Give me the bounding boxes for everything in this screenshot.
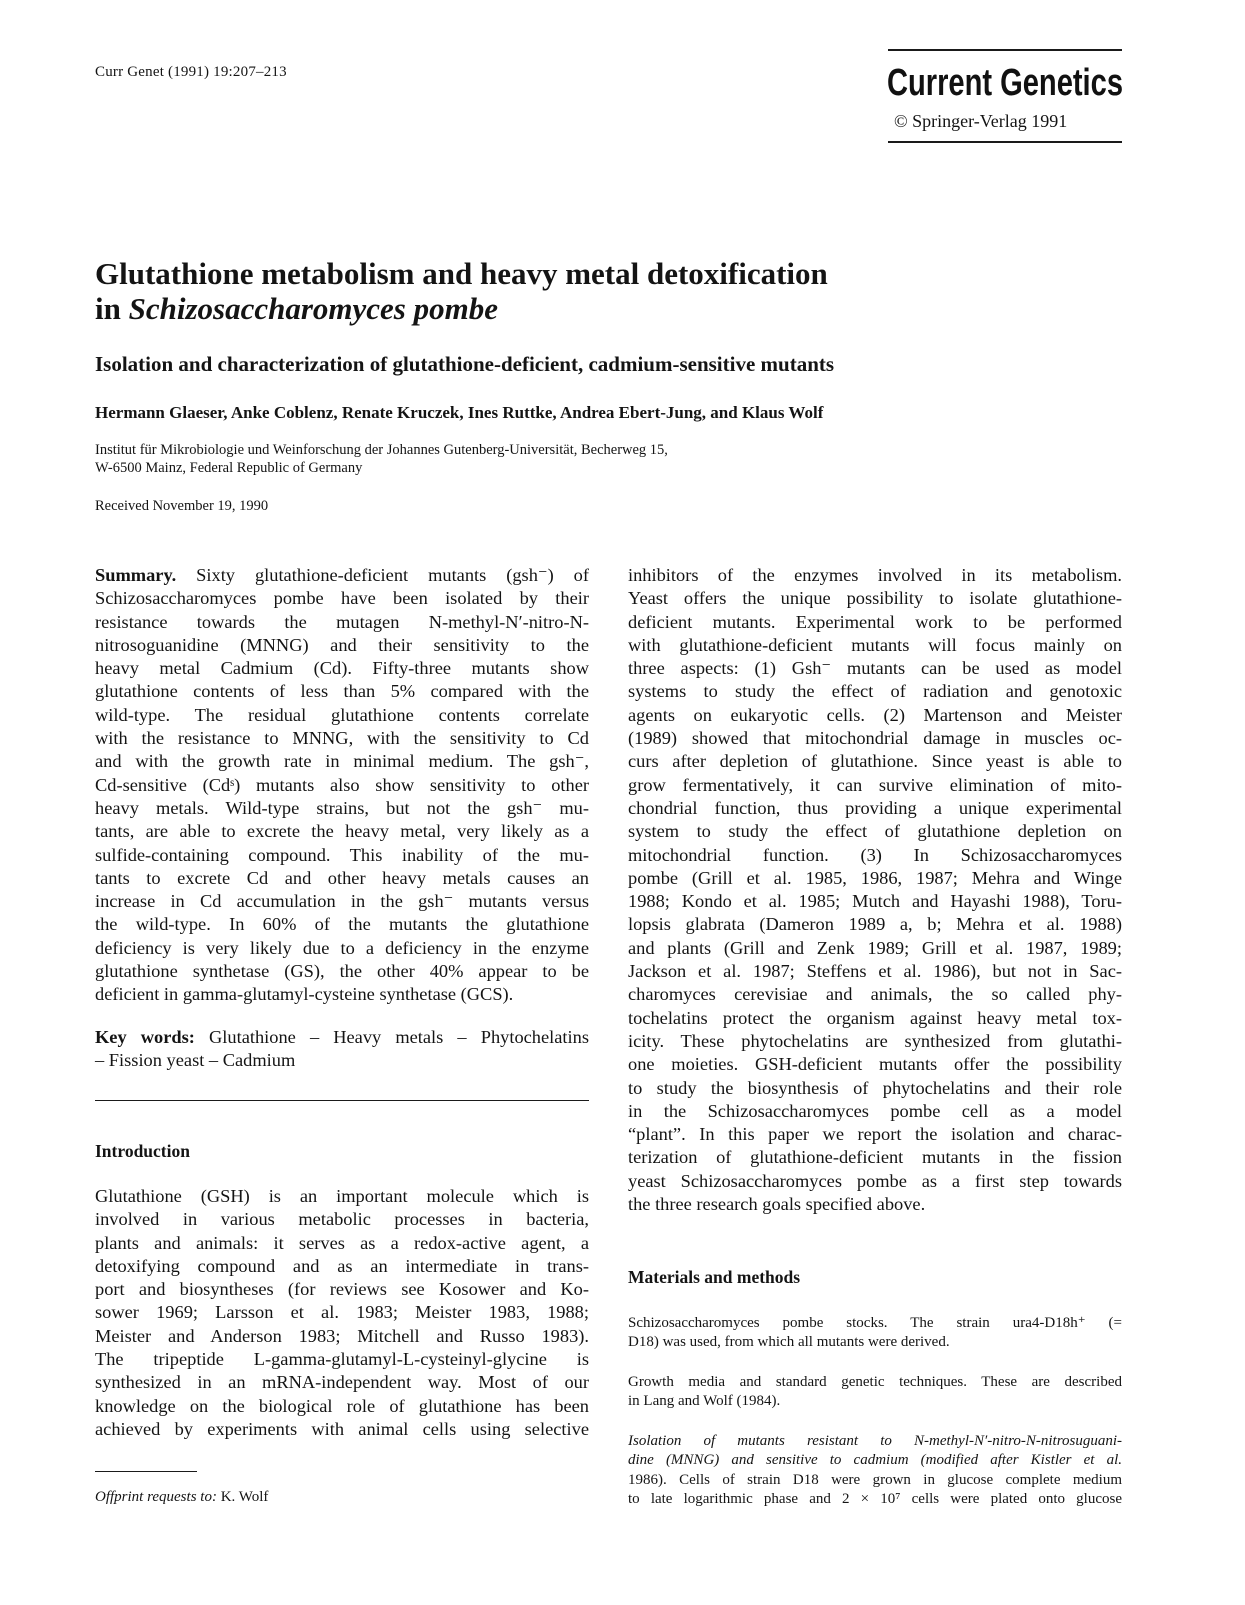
footnote-label: Offprint requests to: xyxy=(95,1489,217,1505)
article-subtitle: Isolation and characterization of glutathione-deficient, cadmium-sensitive mutants xyxy=(95,352,835,376)
affiliation-line-2: W-6500 Mainz, Federal Republic of Germany xyxy=(95,460,363,476)
title-line-1: Glutathione metabolism and heavy metal detoxification xyxy=(95,256,828,291)
summary-line: tants to excrete Cd and other heavy metals causes an xyxy=(95,867,589,888)
col2-line: systems to study the effect of radiation and genotoxic xyxy=(628,681,1122,702)
col2-line: in the Schizosaccharomyces pombe cell as a model xyxy=(628,1100,1122,1121)
footnote-name: K. Wolf xyxy=(216,1489,269,1505)
methods-line: Growth media and standard genetic techniques. These are described xyxy=(628,1374,1122,1390)
article-title xyxy=(95,256,1095,326)
methods-line: dine (MNNG) and sensitive to cadmium (modified after Kistler et al. xyxy=(628,1452,1122,1469)
summary-paragraph xyxy=(95,564,589,1007)
intro-line: plants and animals: it serves as a redox-active agent, a xyxy=(95,1232,589,1253)
summary-line: tants, are able to excrete the heavy metal, very likely as a xyxy=(95,821,589,842)
summary-line: and with the growth rate in minimal medium. The gsh⁻, xyxy=(95,751,589,772)
summary-label: Summary. xyxy=(95,565,177,585)
summary-line: Cd-sensitive (Cdˢ) mutants also show sensitivity to other xyxy=(95,774,589,795)
col2-line: the three research goals specified above. xyxy=(628,1194,926,1215)
col2-line: (1989) showed that mitochondrial damage in muscles oc- xyxy=(628,728,1122,749)
col2-line: chondrial function, thus providing a unique experimental xyxy=(628,797,1122,818)
col2-line: icity. These phytochelatins are synthesized from glutathi- xyxy=(628,1030,1122,1051)
journal-name: Current Genetics xyxy=(887,62,1123,104)
col2-line: yeast Schizosaccharomyces pombe as a first step towards xyxy=(628,1170,1122,1191)
methods-isolation-paragraph xyxy=(628,1432,1122,1509)
journal-logo xyxy=(880,58,1124,104)
summary-line: deficient in gamma-glutamyl-cysteine synthetase (GCS). xyxy=(95,984,514,1005)
methods-line: D18) was used, from which all mutants were derived. xyxy=(628,1334,950,1351)
col2-line: 1988; Kondo et al. 1985; Mutch and Hayashi 1988), Toru- xyxy=(628,891,1122,912)
intro-line: achieved by experiments with animal cells using selective xyxy=(95,1418,589,1439)
col2-line: and plants (Grill and Zenk 1989; Grill et al. 1987, 1989; xyxy=(628,937,1122,958)
summary-line: wild-type. The residual glutathione contents correlate xyxy=(95,704,589,725)
col2-line: three aspects: (1) Gsh⁻ mutants can be used as model xyxy=(628,658,1122,679)
intro-line: synthesized in an mRNA-independent way. Most of our xyxy=(95,1372,589,1393)
col2-line: terization of glutathione-deficient mutants in the fission xyxy=(628,1147,1122,1168)
col2-line: grow fermentatively, it can survive elimination of mito- xyxy=(628,774,1122,795)
col2-line: pombe (Grill et al. 1985, 1986, 1987; Mehra and Winge xyxy=(628,867,1122,888)
col2-line: agents on eukaryotic cells. (2) Martenson and Meister xyxy=(628,704,1122,725)
keywords-label: Key words: xyxy=(95,1027,195,1047)
intro-line: Glutathione (GSH) is an important molecule which is xyxy=(95,1186,589,1206)
journal-citation: Curr Genet (1991) 19:207–213 xyxy=(95,64,287,80)
methods-media-paragraph xyxy=(628,1373,1122,1412)
intro-line: involved in various metabolic processes in bacteria, xyxy=(95,1209,589,1230)
author-list: Hermann Glaeser, Anke Coblenz, Renate Kruczek, Ines Ruttke, Andrea Ebert-Jung, and Klaus Wolf xyxy=(95,403,824,422)
summary-line: Sixty glutathione-deficient mutants (gsh⁻) of xyxy=(176,565,589,585)
intro-line: knowledge on the biological role of glutathione has been xyxy=(95,1395,589,1416)
affiliation-line-1: Institut für Mikrobiologie und Weinforschung der Johannes Gutenberg-Universität, Becherweg 15, xyxy=(95,442,668,458)
keywords-paragraph xyxy=(95,1026,589,1073)
summary-line: Schizosaccharomyces pombe have been isolated by their xyxy=(95,588,589,609)
summary-line: with the resistance to MNNG, with the sensitivity to Cd xyxy=(95,728,589,749)
introduction-continued xyxy=(628,564,1122,1216)
col2-line: with glutathione-deficient mutants will focus mainly on xyxy=(628,634,1122,655)
section-divider xyxy=(95,1100,589,1101)
col2-line: charomyces cerevisiae and animals, the so called phy- xyxy=(628,984,1122,1005)
intro-line: detoxifying compound and as an intermediate in trans- xyxy=(95,1255,589,1276)
summary-line: the wild-type. In 60% of the mutants the glutathione xyxy=(95,914,589,935)
summary-line: resistance towards the mutagen N-methyl-N′-nitro-N- xyxy=(95,611,589,632)
summary-line: sulfide-containing compound. This inability of the mu- xyxy=(95,844,589,865)
summary-line: nitrosoguanidine (MNNG) and their sensitivity to the xyxy=(95,634,589,655)
col2-line: to study the biosynthesis of phytochelatins and their role xyxy=(628,1077,1122,1098)
col2-line: one moieties. GSH-deficient mutants offer the possibility xyxy=(628,1054,1122,1075)
footnote-rule xyxy=(95,1471,197,1472)
header-rule-top xyxy=(888,49,1122,51)
header-rule-bottom xyxy=(888,141,1122,143)
offprint-footnote xyxy=(95,1489,268,1506)
summary-line: heavy metal Cadmium (Cd). Fifty-three mutants show xyxy=(95,658,589,679)
keywords-line: – Fission yeast – Cadmium xyxy=(95,1050,296,1071)
summary-line: increase in Cd accumulation in the gsh⁻ mutants versus xyxy=(95,891,589,912)
methods-heading: Materials and methods xyxy=(628,1267,801,1287)
intro-line: port and biosyntheses (for reviews see Kosower and Ko- xyxy=(95,1279,589,1300)
methods-line: in Lang and Wolf (1984). xyxy=(628,1393,781,1410)
methods-line: to late logarithmic phase and 2 × 10⁷ cells were plated onto glucose xyxy=(628,1490,1122,1507)
col2-line: Yeast offers the unique possibility to isolate glutathione- xyxy=(628,588,1122,609)
intro-line: Meister and Anderson 1983; Mitchell and Russo 1983). xyxy=(95,1325,589,1346)
title-line-2-prefix: in xyxy=(95,291,129,326)
copyright-notice: © Springer-Verlag 1991 xyxy=(894,111,1068,131)
methods-line: Schizosaccharomyces pombe stocks. The strain ura4-D18h⁺ (= xyxy=(628,1315,1122,1331)
col2-line: curs after depletion of glutathione. Since yeast is able to xyxy=(628,751,1122,772)
intro-line: The tripeptide L-gamma-glutamyl-L-cysteinyl-glycine is xyxy=(95,1349,589,1370)
col2-line: Jackson et al. 1987; Steffens et al. 1986), but not in Sac- xyxy=(628,961,1122,982)
col2-line: mitochondrial function. (3) In Schizosaccharomyces xyxy=(628,844,1122,865)
title-species: Schizosaccharomyces pombe xyxy=(128,291,498,326)
summary-line: heavy metals. Wild-type strains, but not the gsh⁻ mu- xyxy=(95,797,589,818)
introduction-paragraph xyxy=(95,1185,589,1441)
intro-line: sower 1969; Larsson et al. 1983; Meister 1983, 1988; xyxy=(95,1302,589,1323)
introduction-heading: Introduction xyxy=(95,1141,190,1161)
col2-line: lopsis glabrata (Dameron 1989 a, b; Mehra et al. 1988) xyxy=(628,914,1122,935)
summary-line: glutathione contents of less than 5% compared with the xyxy=(95,681,589,702)
col2-line: system to study the effect of glutathione depletion on xyxy=(628,821,1122,842)
col2-line: “plant”. In this paper we report the isolation and charac- xyxy=(628,1124,1122,1145)
summary-line: deficiency is very likely due to a deficiency in the enzyme xyxy=(95,937,589,958)
received-date: Received November 19, 1990 xyxy=(95,498,269,514)
affiliation xyxy=(95,441,995,477)
keywords-line: Glutathione – Heavy metals – Phytochelatins xyxy=(194,1027,590,1047)
col2-line: deficient mutants. Experimental work to be performed xyxy=(628,611,1122,632)
methods-stocks-paragraph xyxy=(628,1314,1122,1353)
col2-line: inhibitors of the enzymes involved in its metabolism. xyxy=(628,565,1122,585)
col2-line: tochelatins protect the organism against heavy metal tox- xyxy=(628,1007,1122,1028)
methods-line: 1986). Cells of strain D18 were grown in glucose complete medium xyxy=(628,1471,1122,1488)
summary-line: glutathione synthetase (GS), the other 40% appear to be xyxy=(95,961,589,982)
methods-line: Isolation of mutants resistant to N-methyl-N′-nitro-N-nitrosuguani- xyxy=(628,1433,1122,1449)
